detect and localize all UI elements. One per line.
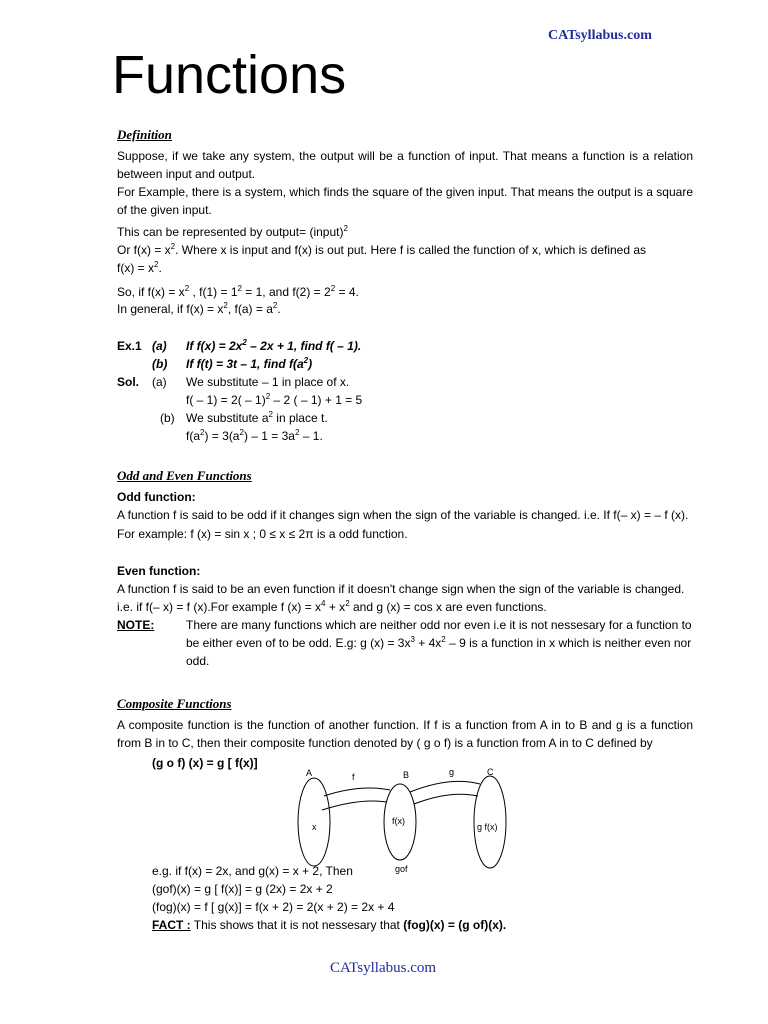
label-fx: f(x) xyxy=(392,816,405,826)
label-gfx: g f(x) xyxy=(477,822,498,832)
map-g-upper-curve xyxy=(410,781,480,792)
label-gof: gof xyxy=(395,864,408,874)
definition-or-line: Or $f(x) = x^2$. Where x is input and f(x) is out put. Here f is called the function of x, which is defined as xyxy=(117,242,647,257)
odd-function-line-1: A function f is said to be odd if it changes sign when the sign of the variable is changed. i.e. If f(– x) = – f (x). xyxy=(117,508,689,522)
definition-so-line: So, if $f(x) = x^2$ , $f(1) = 1^2 = 1$, and $f(2) = 2^2 = 4$. xyxy=(117,284,359,299)
odd-function-title: Odd function: xyxy=(117,490,196,504)
composite-heading: Composite Functions xyxy=(117,696,232,711)
solution-a-line-2: f( – 1) = 2( – 1)$^2$ – 2 ( – 1) + 1 = 5 xyxy=(186,392,363,407)
map-f-upper-curve xyxy=(324,788,390,796)
solution-a-label: (a) xyxy=(152,375,167,389)
solution-a-line-1: We substitute – 1 in place of x. xyxy=(186,375,350,389)
note-line-2: be either even of to be odd. E.g: g $(x) = 3x^3 + 4x^2 - 9$ is a function in x which is neither even nor xyxy=(186,635,692,650)
definition-heading: Definition xyxy=(117,127,172,142)
solution-b-line-2: $f(a^2) = 3(a^2) - 1 = 3a^2 - 1$. xyxy=(186,428,323,443)
example-b-label: (b) xyxy=(152,357,168,371)
even-function-line-2: i.e. if f(– x) = f (x).For example f $(x) = x^4 + x^2$ and g (x) = cos x are even functions. xyxy=(117,599,547,614)
site-watermark-bottom[interactable]: CATsyllabus.com xyxy=(330,960,437,976)
label-b: B xyxy=(403,770,410,780)
composite-example-line-2: (gof)(x) = g [ f(x)] = g (2x) = 2x + 2 xyxy=(152,882,333,896)
example-a-question: If $f(x) = 2x^2 - 2x + 1$, find f( – 1). xyxy=(186,338,362,353)
odd-function-line-2: For example: f (x) = sin x ; 0 ≤ x ≤ 2π is a odd function. xyxy=(117,527,408,541)
odd-even-heading: Odd and Even Functions xyxy=(117,468,252,483)
solution-label: Sol. xyxy=(117,375,140,389)
label-a: A xyxy=(306,768,313,778)
example-label: Ex.1 xyxy=(117,339,142,353)
definition-fx-line: $f(x) = x^2$. xyxy=(117,260,162,275)
site-watermark-top[interactable]: CATsyllabus.com xyxy=(548,28,652,43)
page-title: Functions xyxy=(112,45,347,105)
even-function-line-1: A function f is said to be an even function if it doesn't change sign when the sign of the variable is changed. xyxy=(117,582,685,596)
example-a-label: (a) xyxy=(152,339,167,353)
composite-formula: (g o f) (x) = g [ f(x)] xyxy=(152,756,258,770)
definition-represent-line: This can be represented by output= (input)$^2$ xyxy=(117,224,348,239)
even-function-title: Even function: xyxy=(117,564,201,578)
fact-label: FACT : xyxy=(152,918,191,932)
solution-b-line-1: We substitute $a^2$ in place t. xyxy=(186,410,328,425)
definition-general-line: In general, if $f(x) = x^2$, $f(a) = a^2$. xyxy=(117,301,281,316)
solution-b-label: (b) xyxy=(160,411,175,425)
note-line-1: There are many functions which are neither odd nor even i.e it is not nessesary for a function to xyxy=(186,618,692,632)
note-label: NOTE: xyxy=(117,618,155,632)
label-f: f xyxy=(352,772,355,782)
composite-paragraph: A composite function is the function of another function. If f is a function from A in to B and g is a function from B in to C, then their composite function denoted by ( g o f) is a function from A in to C defined by xyxy=(117,718,693,750)
label-x: x xyxy=(312,822,317,832)
map-f-lower-curve xyxy=(322,801,386,810)
composite-example-line-1: e.g. if f(x) = 2x, and g(x) = x + 2, Then xyxy=(152,864,353,878)
definition-paragraph-1: Suppose, if we take any system, the output will be a function of input. That means a function is a relation between input and output. xyxy=(117,149,693,181)
composite-fact-line: FACT : This shows that it is not nessesary that (fog)(x) = (g of)(x). xyxy=(152,918,507,932)
definition-paragraph-2: For Example, there is a system, which finds the square of the given input. That means the output is a square of the given input. xyxy=(117,185,693,217)
label-g: g xyxy=(449,767,455,777)
label-c: C xyxy=(487,767,494,777)
composite-example-line-3: (fog)(x) = f [ g(x)] = f(x + 2) = 2(x + 2) = 2x + 4 xyxy=(152,900,395,914)
example-b-question: If f(t) = 3t – 1, find $f(a^2)$ xyxy=(186,356,313,371)
map-g-lower-curve xyxy=(414,794,478,804)
note-line-3: odd. xyxy=(186,654,210,668)
